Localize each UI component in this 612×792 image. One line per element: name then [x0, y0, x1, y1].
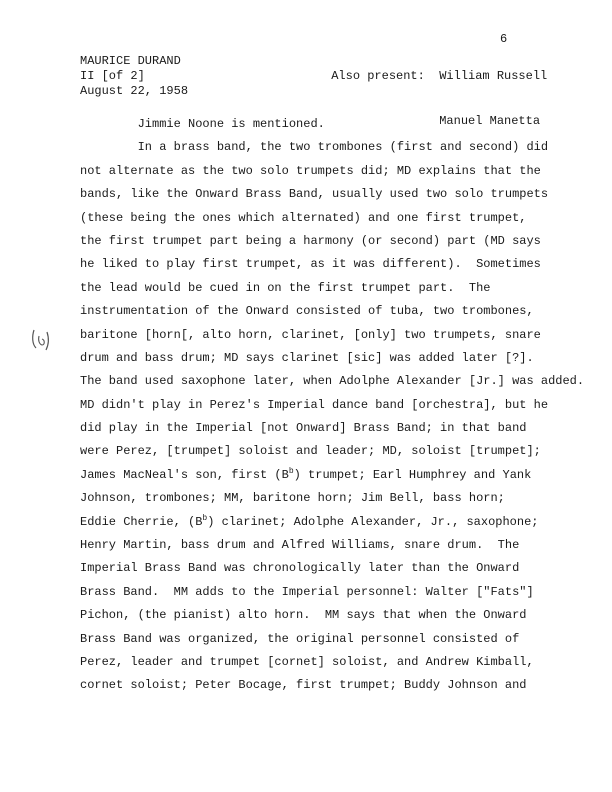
transcript-line: (these being the ones which alternated) and one first trumpet, [80, 210, 527, 225]
transcript-line: In a brass band, the two trombones (first and second) did [80, 140, 549, 155]
interview-date: August 22, 1958 [80, 84, 189, 98]
transcript-line: Brass Band was organized, the original personnel consisted of [80, 631, 520, 646]
transcript-line: Pichon, (the pianist) alto horn. MM says that when the Onward [80, 608, 527, 623]
transcript-line: Perez, leader and trumpet [cornet] soloist, and Andrew Kimball, [80, 654, 534, 669]
transcript-line: Eddie Cherrie, $(B^b)$ clarinet; Adolphe Alexander, Jr., saxophone; [80, 513, 539, 529]
transcript-line: the first trumpet part being a harmony (or second) part (MD says [80, 233, 541, 248]
transcript-line: not alternate as the two solo trumpets did; MD explains that the [80, 163, 541, 178]
also-present-label: Also present: [331, 69, 425, 83]
interview-header [80, 54, 188, 99]
transcript-line: The band used saxophone later, when Adolphe Alexander [Jr.] was added. [80, 374, 585, 389]
transcript-line: Imperial Brass Band was chronologically later than the Onward [80, 561, 520, 576]
interviewee-name: MAURICE DURAND [80, 54, 181, 68]
transcript-line: MD didn't play in Perez's Imperial dance band [orchestra], but he [80, 397, 549, 412]
transcript-body [80, 117, 585, 702]
transcript-line: instrumentation of the Onward consisted of tuba, two trombones, [80, 304, 534, 319]
also-present-person: William Russell [439, 69, 548, 83]
transcript-line: the lead would be cued in on the first trumpet part. The [80, 280, 491, 295]
transcript-line: baritone [horn[, alto horn, clarinet, [only] two trumpets, snare [80, 327, 541, 342]
transcript-line: James MacNeal's son, first $(B^b)$ trumpet; Earl Humphrey and Yank [80, 466, 532, 482]
transcript-line: bands, like the Onward Brass Band, usually used two solo trumpets [80, 187, 549, 202]
handwritten-margin-mark [30, 326, 52, 352]
transcript-line: Henry Martin, bass drum and Alfred Williams, snare drum. The [80, 538, 520, 553]
transcript-line: did play in the Imperial [not Onward] Brass Band; in that band [80, 421, 527, 436]
transcript-line: were Perez, [trumpet] soloist and leader; MD, soloist [trumpet]; [80, 444, 541, 459]
transcript-line: Johnson, trombones; MM, baritone horn; Jim Bell, bass horn; [80, 491, 505, 506]
also-present-person: Manuel Manetta [439, 114, 541, 128]
transcript-line: Brass Band. MM adds to the Imperial personnel: Walter ["Fats"] [80, 584, 534, 599]
transcript-line: drum and bass drum; MD says clarinet [sic] was added later [?]. [80, 350, 534, 365]
reel-number: II [of 2] [80, 69, 145, 83]
page-number: 6 [500, 32, 508, 46]
transcript-line: he liked to play first trumpet, as it was different). Sometimes [80, 257, 541, 272]
transcript-line: cornet soloist; Peter Bocage, first trumpet; Buddy Johnson and [80, 678, 527, 693]
transcript-line: Jimmie Noone is mentioned. [80, 117, 325, 131]
